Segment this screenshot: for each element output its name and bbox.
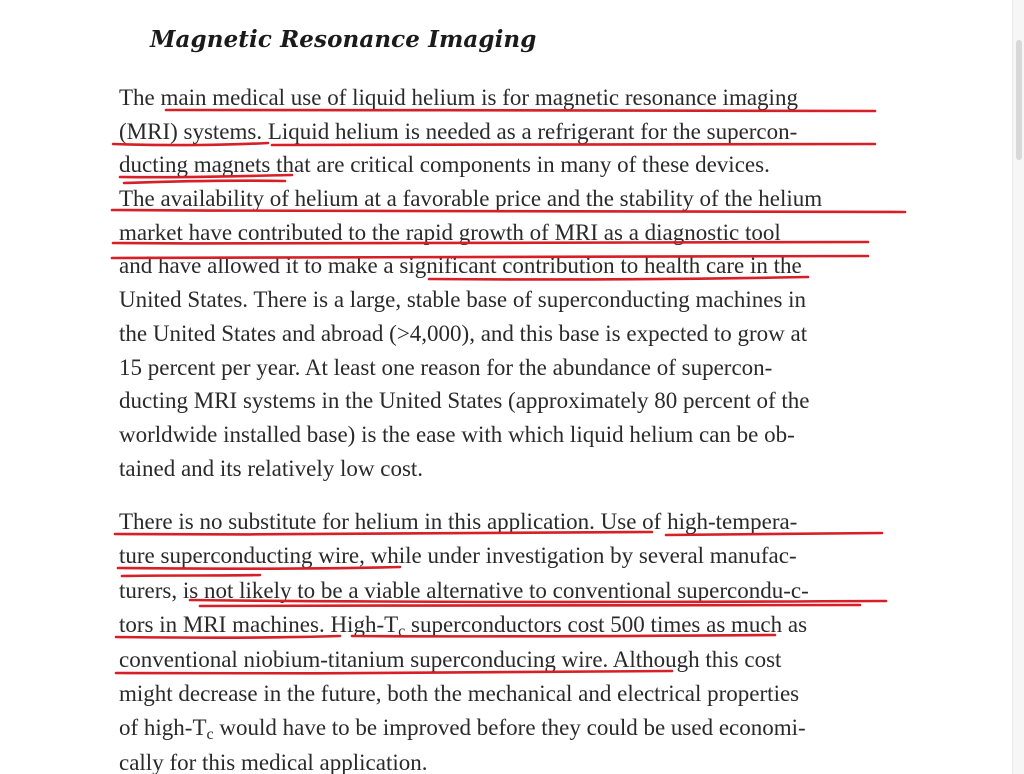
text-line: ducting magnets that are critical components in many of these devices. [119, 152, 770, 178]
text-line: market have contributed to the rapid growth of MRI as a diagnostic tool [119, 219, 781, 245]
scrollbar[interactable] [1012, 0, 1024, 774]
paragraph-helium-substitute [119, 505, 919, 774]
text-line: worldwide installed base) is the ease with which liquid helium can be ob- [119, 421, 795, 447]
text-line [119, 608, 919, 642]
paragraph-mri-overview [119, 81, 919, 485]
text-line: United States. There is a large, stable base of superconducting machines in [119, 287, 807, 313]
text-line: tained and its relatively low cost. [119, 455, 424, 481]
text-line [119, 711, 919, 745]
text-line: might decrease in the future, both the mechanical and electrical properties [119, 680, 800, 706]
subscript-c: c [206, 726, 214, 744]
text-line: 15 percent per year. At least one reason for the abundance of supercon- [119, 354, 773, 380]
text-fragment: superconductors cost 500 times as much as [405, 612, 808, 638]
scrollbar-thumb[interactable] [1016, 40, 1022, 160]
text-line: (MRI) systems. Liquid helium is needed as a refrigerant for the supercon- [119, 118, 798, 144]
section-heading: Magnetic Resonance Imaging [150, 26, 537, 53]
text-line: The availability of helium at a favorable price and the stability of the helium [119, 186, 823, 212]
text-fragment: of high-T [119, 715, 207, 741]
text-line: and have allowed it to make a significant contribution to health care in the [119, 253, 802, 279]
text-fragment: turers, is not likely to be a viable alternative to conventional supercondu- [119, 577, 791, 603]
text-line: ture superconducting wire, while under investigation by several manufac- [119, 543, 797, 569]
text-line: conventional niobium-titanium superconducing wire. Although this cost [119, 646, 782, 672]
text-line: the United States and abroad (>4,000), and this base is expected to grow at [119, 320, 808, 346]
text-line: cally for this medical application. [119, 749, 428, 774]
text-line: There is no substitute for helium in this application. Use of high-tempera- [119, 509, 798, 534]
text-line: The main medical use of liquid helium is for magnetic resonance imaging [119, 85, 798, 110]
text-fragment: tors in MRI machines. High-T [119, 612, 399, 638]
text-fragment: would have to be improved before they could be used economi- [213, 715, 806, 741]
text-line [119, 574, 919, 608]
subscript-c: c [398, 623, 406, 641]
text-line: ducting MRI systems in the United States (approximately 80 percent of the [119, 388, 810, 414]
text-fragment: c- [790, 577, 809, 603]
